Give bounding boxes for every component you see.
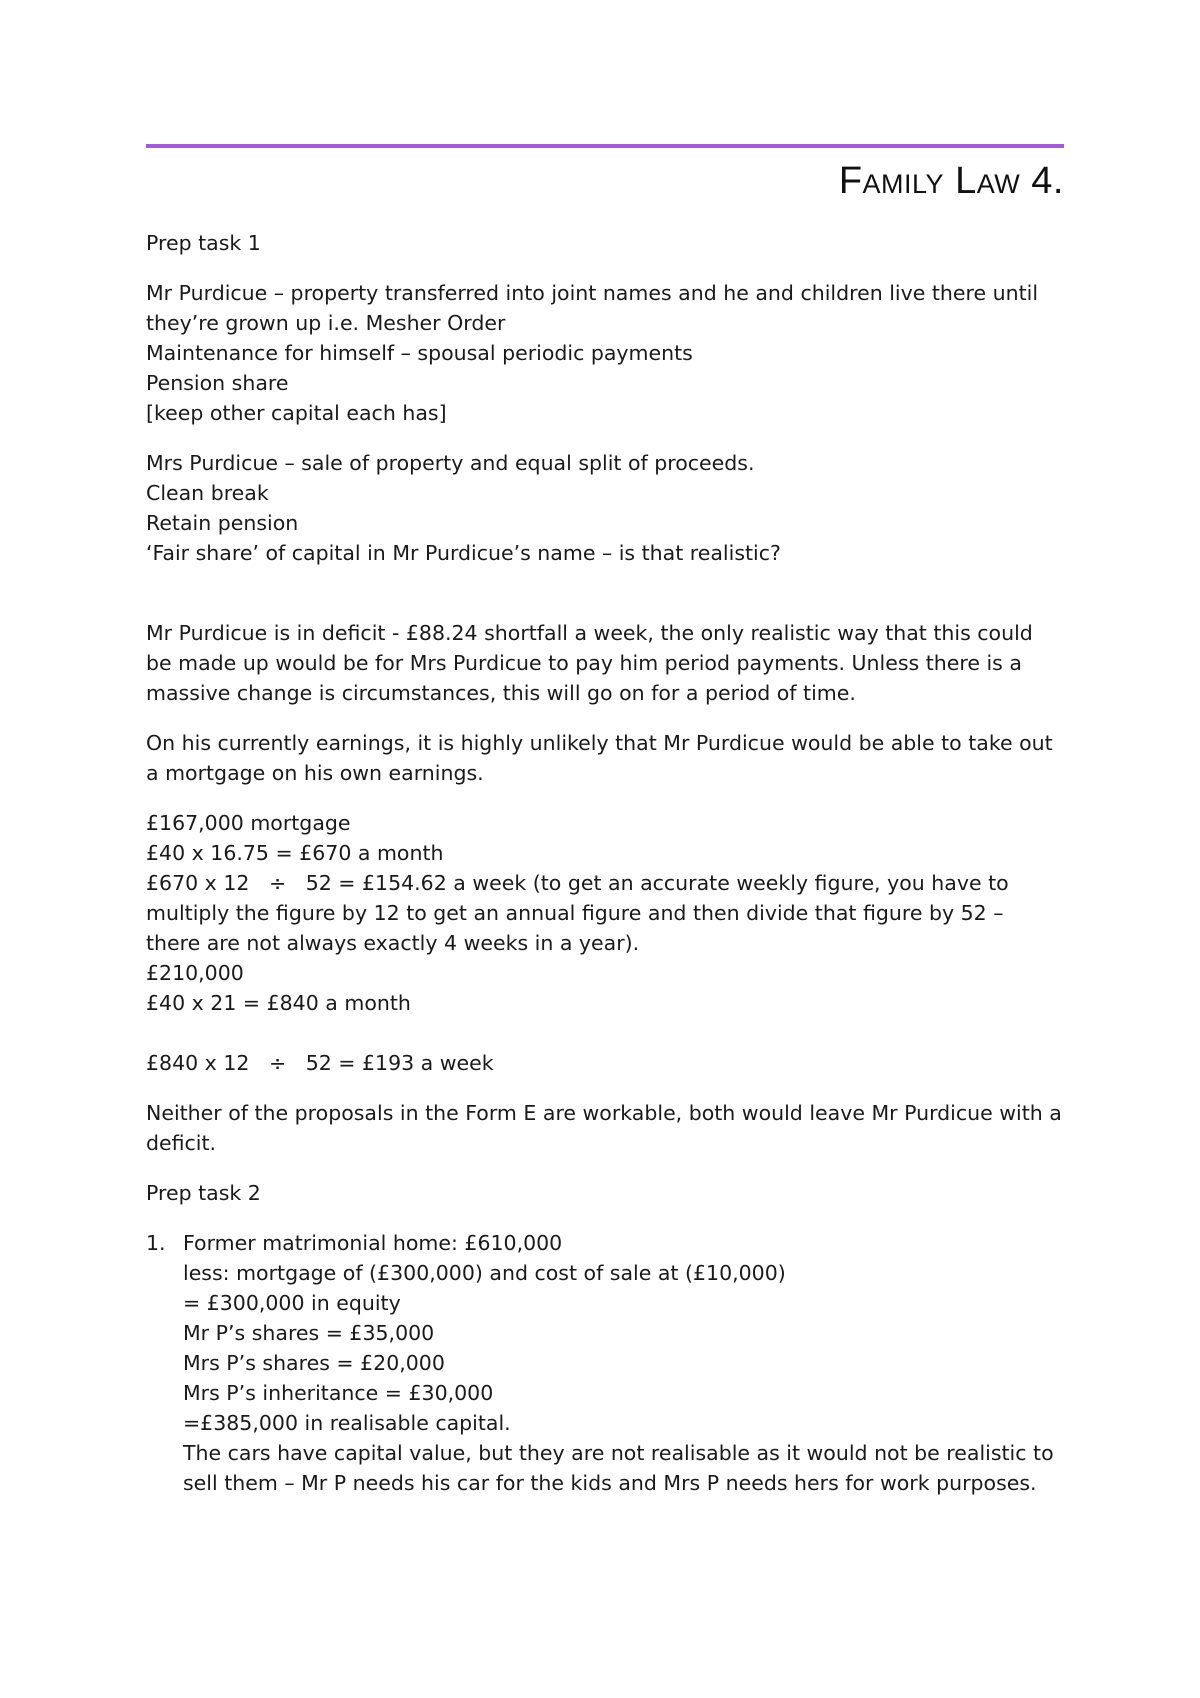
list-line: Former matrimonial home: £610,000	[183, 1231, 563, 1255]
list-number: 1.	[146, 1231, 166, 1255]
conclusion-paragraph: Neither of the proposals in the Form E are workable, both would leave Mr Purdicue with a deficit.	[146, 1101, 1062, 1155]
calc-line: £40 x 16.75 = £670 a month	[146, 841, 444, 865]
list-item	[146, 1228, 1064, 1498]
task2-numbered-list	[146, 1228, 1064, 1498]
calc-final-line: £840 x 12 ÷ 52 = £193 a week	[146, 1051, 494, 1075]
document-title: Family Law 4.	[838, 160, 1064, 202]
header-rule	[146, 144, 1064, 148]
prep-task-1-heading: Prep task 1	[146, 231, 261, 255]
mortgage-calculations	[146, 808, 1064, 1018]
mrs-line: ‘Fair share’ of capital in Mr Purdicue’s name – is that realistic?	[146, 541, 781, 565]
list-line: less: mortgage of (£300,000) and cost of sale at (£10,000)	[183, 1261, 786, 1285]
earnings-paragraph: On his currently earnings, it is highly unlikely that Mr Purdicue would be able to take out a mortgage on his own earnings.	[146, 731, 1053, 785]
calc-line: £210,000	[146, 961, 244, 985]
mrs-line: Mrs Purdicue – sale of property and equal split of proceeds.	[146, 451, 755, 475]
list-line: Mr P’s shares = £35,000	[183, 1321, 435, 1345]
mr-line: [keep other capital each has]	[146, 401, 447, 425]
mr-line: Pension share	[146, 371, 289, 395]
mr-line: Mr Purdicue – property transferred into joint names and he and children live there until they’re grown up i.e. Mesher Order	[146, 281, 1039, 335]
document-body	[146, 228, 1064, 1498]
mrs-line: Clean break	[146, 481, 269, 505]
mr-line: Maintenance for himself – spousal periodic payments	[146, 341, 693, 365]
calc-line: £167,000 mortgage	[146, 811, 351, 835]
mrs-line: Retain pension	[146, 511, 299, 535]
list-line: Mrs P’s shares = £20,000	[183, 1351, 445, 1375]
list-line: =£385,000 in realisable capital.	[183, 1411, 511, 1435]
mrs-purdicue-proposal	[146, 448, 1064, 568]
calc-line: £670 x 12 ÷ 52 = £154.62 a week (to get an accurate weekly figure, you have to multiply the figure by 12 to get an annual figure and then divide that figure by 52 – there are not always exactly 4 weeks in a year).	[146, 871, 1016, 955]
prep-task-2-heading: Prep task 2	[146, 1181, 261, 1205]
mr-purdicue-proposal	[146, 278, 1064, 428]
list-line: Mrs P’s inheritance = £30,000	[183, 1381, 494, 1405]
calc-line: £40 x 21 = £840 a month	[146, 991, 411, 1015]
deficit-paragraph: Mr Purdicue is in deficit - £88.24 shortfall a week, the only realistic way that this could be made up would be for Mrs Purdicue to pay him period payments. Unless there is a massive change is circumstances, this will go on for a period of time.	[146, 621, 1033, 705]
list-line: The cars have capital value, but they are not realisable as it would not be realistic to sell them – Mr P needs his car for the kids and Mrs P needs hers for work purposes.	[183, 1441, 1054, 1495]
list-line: = £300,000 in equity	[183, 1291, 401, 1315]
document-page	[146, 0, 1064, 1698]
